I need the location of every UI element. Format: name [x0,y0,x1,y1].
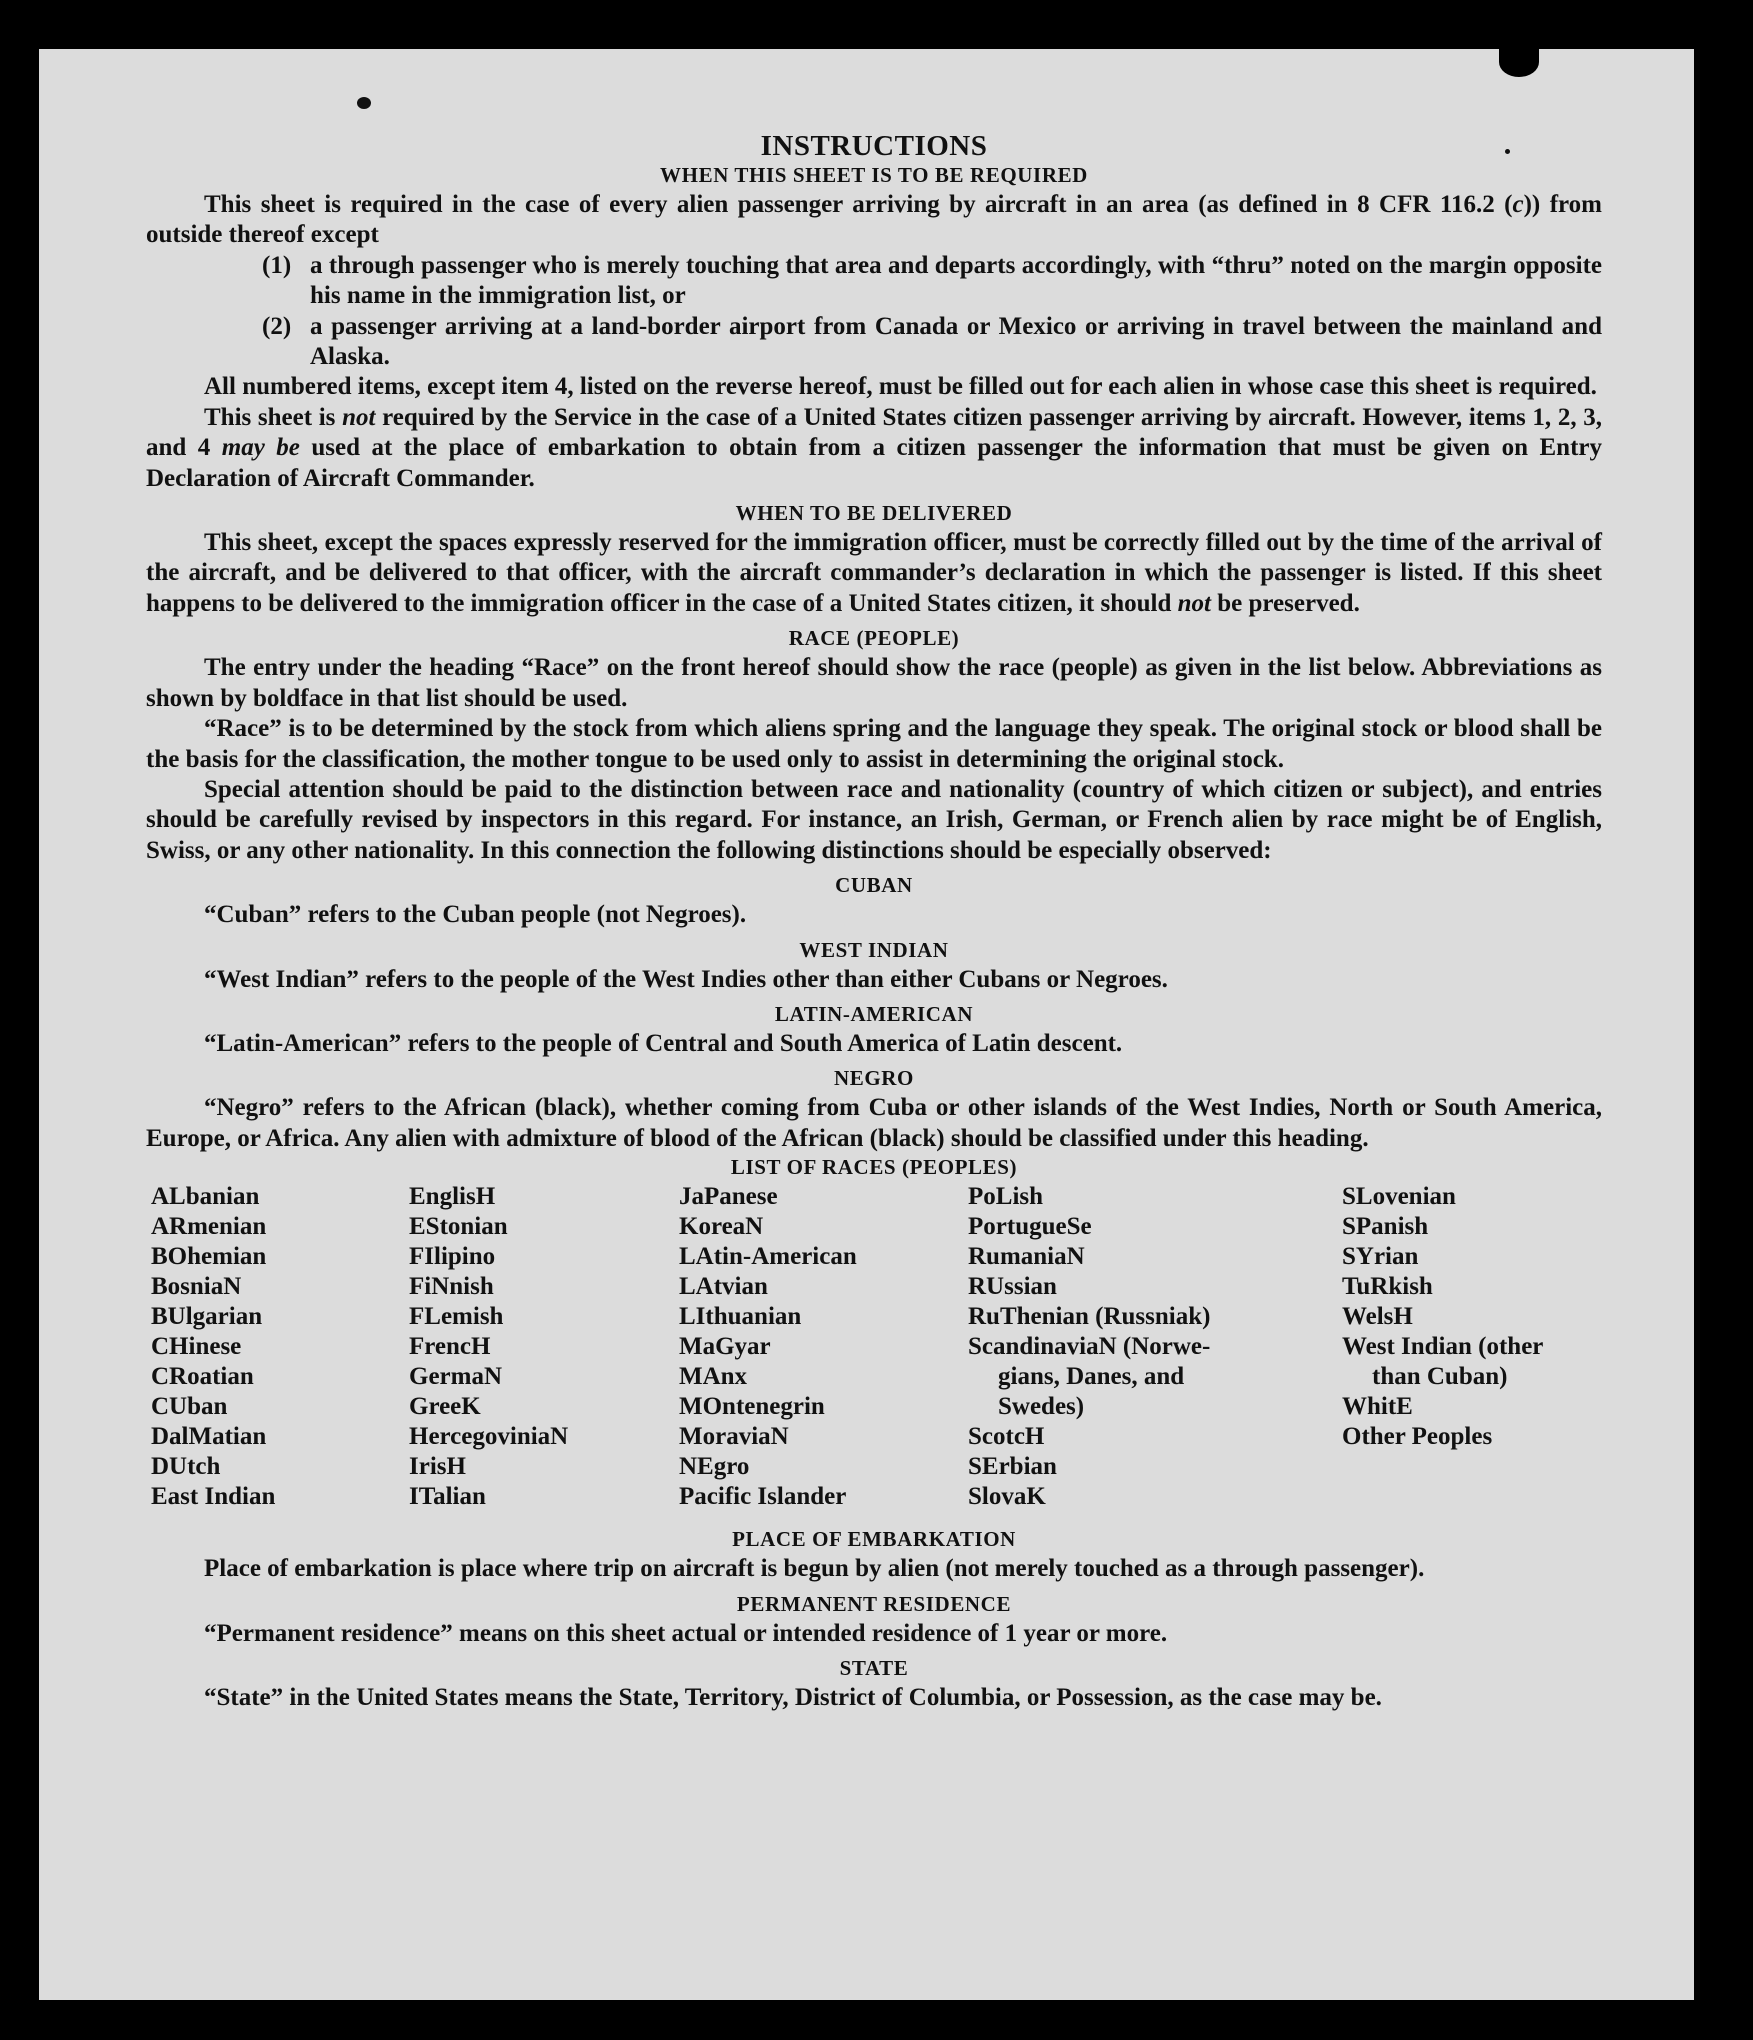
paragraph: “Negro” refers to the African (black), whether coming from Cuba or other islands of the West Indies, North or South America, Europe, or Africa. Any alien with admixture of blood of the African (black) should be classified under this heading. [146,1094,1602,1152]
section-heading: WHEN TO BE DELIVERED [735,501,1013,526]
paragraph: “West Indian” refers to the people of the West Indies other than either Cubans or Negroes. [204,965,1168,993]
item-text: a passenger arriving at a land-border airport from Canada or Mexico or arriving in travel between the mainland and Alaska. [310,312,1602,371]
race-item: FiNnish [409,1273,494,1301]
race-item: BosniaN [151,1273,242,1301]
section-heading: LIST OF RACES (PEOPLES) [730,1155,1018,1180]
race-item: LIthuanian [679,1303,802,1331]
race-item: FIlipino [409,1243,496,1271]
race-item: SLovenian [1342,1183,1456,1211]
race-item: ScotcH [968,1423,1045,1451]
paragraph [146,190,1602,251]
list-item [262,251,1602,312]
race-item: ARmenian [151,1213,267,1241]
race-item: PortugueSe [968,1213,1092,1241]
race-item: BUlgarian [151,1303,263,1331]
races-column [409,1182,568,1512]
race-item: RumaniaN [968,1243,1085,1271]
race-item: LAtvian [679,1273,768,1301]
instructions-content [146,128,1602,1713]
torn-corner [1499,47,1539,77]
race-item: SYrian [1342,1243,1419,1271]
text: not [1177,589,1211,617]
race-item: RuThenian (Russniak) [968,1303,1211,1331]
race-item: FrencH [409,1333,491,1361]
section-heading: NEGRO [833,1066,914,1091]
section-heading: CUBAN [835,873,913,898]
race-item: FLemish [409,1303,504,1331]
text: This sheet, except the spaces expressly reserved for the immigration officer, must be correctly filled out by the time of the arrival of the aircraft, and be delivered to that officer, with the aircraft commander’s declaration in which the passenger is listed. If this sheet happens to be delivered to the immigration officer in the case of a United States citizen, it should [146,529,1602,617]
section-heading: LATIN-AMERICAN [774,1001,974,1026]
text: required by the Service in the case of a United States citizen passenger arriving by aircraft. However, items 1, 2, 3, and 4 [146,403,1602,462]
race-item: than Cuban) [1372,1363,1508,1391]
race-item: SErbian [968,1453,1057,1481]
race-item: DalMatian [151,1423,267,1451]
race-item: BOhemian [151,1243,267,1271]
race-item: GermaN [409,1363,503,1391]
item-number: (1) [262,251,292,279]
paragraph: “State” in the United States means the State, Territory, District of Columbia, or Possession, as the case may be. [204,1683,1382,1711]
text: not [342,403,376,431]
race-item: MOntenegrin [679,1393,825,1421]
race-item: WhitE [1342,1393,1413,1421]
paragraph: Place of embarkation is place where trip on aircraft is begun by alien (not merely touched as a through passenger). [204,1555,1425,1583]
ink-spot [357,97,371,109]
race-item: MoraviaN [679,1423,789,1451]
section-heading: RACE (PEOPLE) [788,626,960,651]
race-item: CUban [151,1393,228,1421]
race-item: PoLish [968,1183,1044,1211]
race-item: TuRkish [1342,1273,1433,1301]
race-item: West Indian (other [1342,1333,1544,1361]
race-item: MaGyar [679,1333,771,1361]
paragraph: “Permanent residence” means on this sheet actual or intended residence of 1 year or more. [204,1619,1168,1647]
race-item: JaPanese [679,1183,778,1211]
text: used at the place of embarkation to obtain from a citizen passenger the information that must be given on Entry Declaration of Aircraft Commander. [146,434,1603,492]
race-item: CRoatian [151,1363,254,1391]
races-column [151,1182,275,1512]
paragraph: “Race” is to be determined by the stock from which aliens spring and the language they speak. The original stock or blood shall be the basis for the classification, the mother tongue to be used only to assist in determining the original stock. [146,715,1602,773]
section-heading: STATE [839,1655,909,1680]
paragraph: Special attention should be paid to the distinction between race and nationality (country of which citizen or subject), and entries should be carefully revised by inspectors in this regard. For instance, an Irish, German, or French alien by race might be of English, Swiss, or any other nationality. In this connection the following distinctions should be especially observed: [146,775,1602,864]
paragraph [146,528,1602,619]
paragraph: The entry under the heading “Race” on the front hereof should show the race (people) as given in the list below. Abbreviations as shown by boldface in that list should be used. [146,654,1602,712]
race-item: GreeK [409,1393,481,1421]
race-item: IrisH [409,1453,466,1481]
race-item: MAnx [679,1363,748,1391]
race-item: NEgro [679,1453,750,1481]
text: )) from outside thereof except [146,191,1602,249]
race-item: WelsH [1342,1303,1413,1331]
race-item: LAtin-American [679,1243,857,1271]
section-heading: WEST INDIAN [799,937,949,962]
race-item: ScandinaviaN (Norwe- [968,1333,1211,1361]
paragraph: All numbered items, except item 4, listed on the reverse hereof, must be filled out for each alien in whose case this sheet is required. [204,373,1597,401]
paragraph: “Latin-American” refers to the people of Central and South America of Latin descent. [204,1029,1123,1057]
race-item: CHinese [151,1333,242,1361]
paragraph: “Cuban” refers to the Cuban people (not Negroes). [204,901,747,929]
section-heading: WHEN THIS SHEET IS TO BE REQUIRED [660,163,1088,187]
race-item: SPanish [1342,1213,1429,1241]
race-item: DUtch [151,1453,221,1481]
race-item: ALbanian [151,1183,260,1211]
race-item: RUssian [968,1273,1057,1301]
race-item: SlovaK [968,1483,1046,1511]
race-item: KoreaN [679,1213,764,1241]
text: This sheet is [204,403,343,431]
race-item: HercegoviniaN [409,1423,569,1451]
races-column [1342,1182,1543,1452]
races-column [679,1182,857,1512]
race-item: ITalian [409,1483,486,1511]
list-item [262,312,1602,373]
paragraph [146,403,1602,494]
text: be preserved. [1211,589,1360,617]
race-item: EnglisH [409,1183,496,1211]
page-title: INSTRUCTIONS [760,130,988,162]
section-heading: PLACE OF EMBARKATION [732,1527,1016,1552]
item-text: a through passenger who is merely touching that area and departs accordingly, with “thru” noted on the margin opposite his name in the immigration list, or [310,251,1602,310]
race-item: Pacific Islander [679,1483,847,1511]
race-item: Other Peoples [1342,1423,1493,1451]
race-item: East Indian [151,1483,276,1511]
races-list [146,1182,1602,1520]
text: c [1512,191,1524,218]
race-item: EStonian [409,1213,508,1241]
race-item: gians, Danes, and [998,1363,1185,1391]
text: This sheet is required in the case of every alien passenger arriving by aircraft in an area (as defined in 8 CFR 116.2 ( [204,191,1513,218]
item-number: (2) [262,312,292,340]
section-heading: PERMANENT RESIDENCE [736,1591,1012,1616]
race-item: Swedes) [998,1393,1085,1421]
races-column [968,1182,1210,1512]
text: may be [221,434,300,462]
